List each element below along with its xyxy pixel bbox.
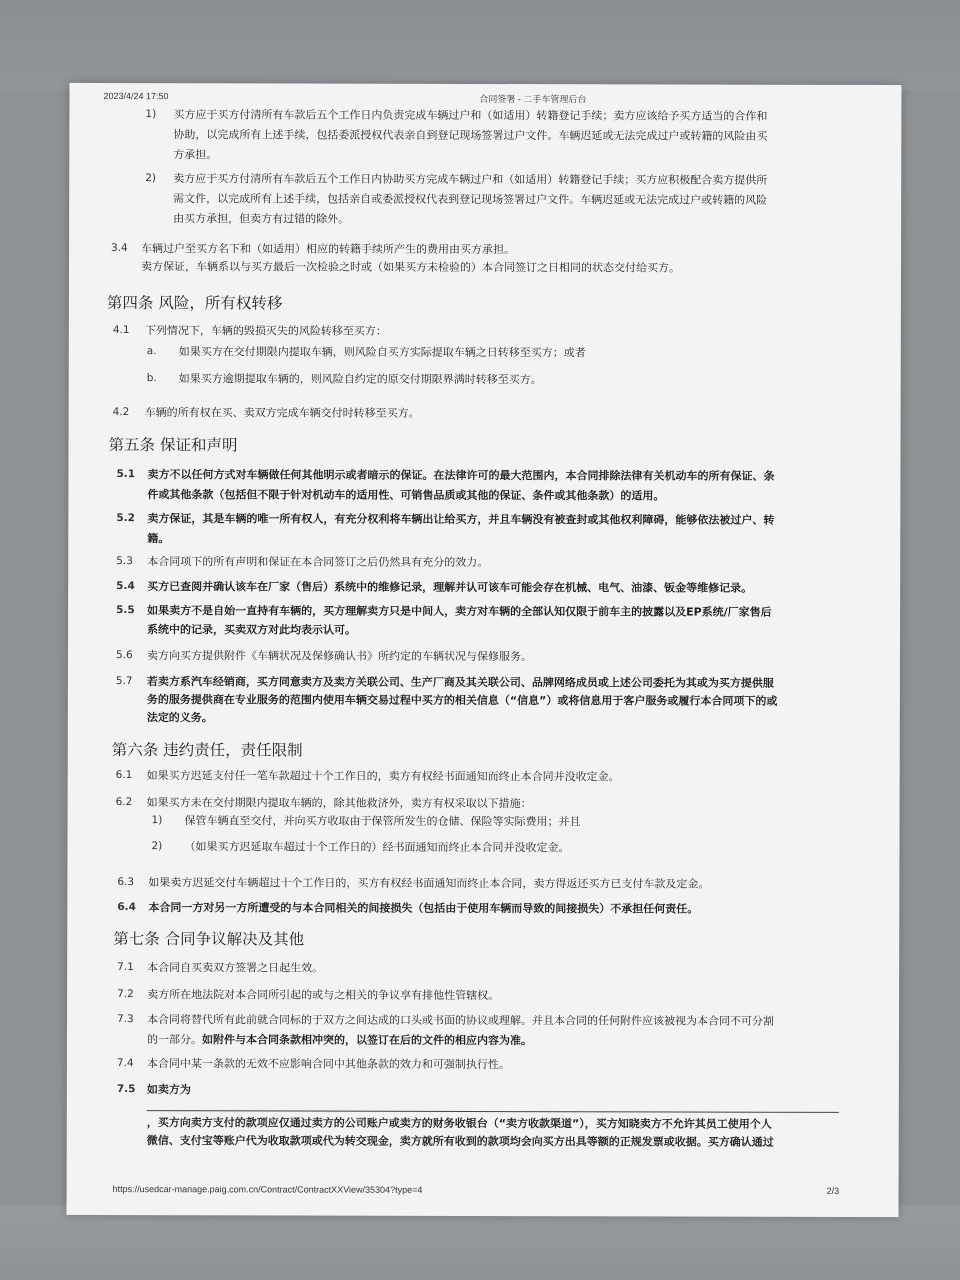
clause-5-5-number: 5.5 [116, 604, 135, 617]
item-1-line-3: 方承担。 [173, 148, 218, 162]
clause-7-3-line-2-plain: 的一部分。 [146, 1033, 202, 1047]
clause-5-4-text: 买方已查阅并确认该车在厂家（售后）系统中的维修记录，理解并认可该车可能会存在机械、电气、油漆、钣金等维修记录。 [147, 580, 753, 595]
clause-7-2-number: 7.2 [117, 988, 134, 1001]
clause-4-1-text: 下列情况下，车辆的毁损灭失的风险转移至买方： [144, 324, 387, 338]
clause-5-7-line-3: 法定的义务。 [146, 711, 213, 725]
clause-6-3-number: 6.3 [117, 876, 135, 889]
clause-5-4-number: 5.4 [116, 580, 135, 593]
clause-7-5-line-2: ，买方向卖方支付的款项应仅通过卖方的公司账户或卖方的财务收银台（“卖方收款渠道”），买方知晓卖方不允许其员工使用个人 [146, 1116, 772, 1131]
clause-7-2-text: 卖方所在地法院对本合同所引起的或与之相关的争议享有排他性管辖权。 [147, 988, 500, 1003]
clause-6-2-2-number: 2) [151, 840, 163, 853]
clause-3-4-number: 3.4 [111, 242, 128, 255]
clause-5-2-line-1: 卖方保证，其是车辆的唯一所有权人，有充分权利将车辆出让给买方，并且车辆没有被查封或其他权利障碍，能够依法被过户、转 [147, 512, 775, 527]
article-4-title: 第四条 风险，所有权转移 [106, 294, 283, 313]
item-1-number: 1) [145, 108, 157, 121]
clause-6-1-number: 6.1 [115, 769, 133, 782]
clause-5-2-line-2: 籍。 [147, 532, 170, 546]
clause-6-2-text: 如果买方未在交付期限内提取车辆的，除其他救济外，卖方有权采取以下措施： [146, 796, 532, 811]
print-title: 合同签署 - 二手车管理后台 [479, 93, 587, 105]
article-7-title: 第七条 合同争议解决及其他 [113, 930, 305, 949]
clause-5-7-line-1: 若卖方系汽车经销商，买方同意卖方及卖方关联公司、生产厂商及其关联公司、品牌网络成员或上述公司委托为其或为买方提供服 [146, 675, 774, 690]
contract-page [67, 83, 902, 1217]
clause-3-4-line-1: 车辆过户至买方名下和（如适用）相应的转籍手续所产生的费用由买方承担。 [141, 242, 516, 257]
clause-4-2-number: 4.2 [112, 406, 130, 419]
item-2-line-1: 卖方应于买方付清所有车款后五个工作日内协助买方完成车辆过户和（如适用）转籍登记手续；买方应积极配合卖方提供所 [173, 172, 768, 187]
clause-5-6-text: 卖方向买方提供附件《车辆状况及保修确认书》所约定的车辆状况与保修服务。 [146, 649, 532, 664]
clause-4-1-a-number: a. [146, 345, 157, 358]
clause-7-4-text: 本合同中某一条款的无效不应影响合同中其他条款的效力和可强制执行性。 [146, 1057, 510, 1072]
clause-6-2-1-text: 保管车辆直至交付，并向买方收取由于保管所发生的仓储、保险等实际费用；并且 [184, 814, 581, 829]
clause-7-5-number: 7.5 [116, 1083, 136, 1096]
clause-4-2-text: 车辆的所有权在买、卖双方完成车辆交付时转移至买方。 [144, 406, 420, 420]
clause-5-1-line-1: 卖方不以任何方式对车辆做任何其他明示或者暗示的保证。在法律许可的最大范围内，本合同排除法律有关机动车的所有保证、条 [147, 468, 775, 483]
clause-5-1-line-2: 件或其他条款（包括但不限于针对机动车的适用性、可销售品质或其他的保证、条件或其他条款）的适用。 [147, 488, 665, 503]
item-2-line-2: 需文件，以完成所有上述手续，包括亲自或委派授权代表到登记现场签署过户文件。车辆迟延或无法完成过户或转籍的风险 [173, 192, 768, 207]
clause-5-7-number: 5.7 [115, 675, 133, 688]
item-1-line-1: 买方应于买方付清所有车款后五个工作日内负责完成车辆过户和（如适用）转籍登记手续；卖方应该给予买方适当的合作和 [173, 108, 768, 123]
clause-7-1-text: 本合同自买卖双方签署之日起生效。 [147, 961, 324, 975]
clause-5-3-number: 5.3 [116, 555, 133, 568]
clause-7-3-number: 7.3 [117, 1013, 134, 1026]
clause-4-1-b-text: 如果买方逾期提取车辆的，则风险自约定的原交付期限界满时转移至买方。 [178, 372, 542, 387]
clause-5-6-number: 5.6 [115, 649, 133, 662]
item-2-line-3: 由买方承担，但卖方有过错的除外。 [173, 212, 350, 226]
clause-7-5-text: 如卖方为 [146, 1083, 191, 1097]
clause-3-4-line-2: 卖方保证，车辆系以与买方最后一次检验之时或（如果买方未检验的）本合同签订之日相同的状态交付给买方。 [140, 260, 681, 275]
clause-7-4-number: 7.4 [116, 1057, 134, 1070]
clause-7-5-line-3: 微信、支付宝等账户代为收取款项或代为转交现金，卖方就所有收到的款项均会向买方出具等额的正规发票或收据。买方确认通过 [146, 1134, 774, 1149]
article-5-title: 第五条 保证和声明 [108, 436, 238, 455]
clause-5-3-text: 本合同项下的所有声明和保证在本合同签订之后仍然具有充分的效力。 [147, 555, 489, 570]
clause-6-4-number: 6.4 [117, 901, 136, 914]
clause-5-2-number: 5.2 [116, 512, 135, 525]
item-1-line-2: 协助，以完成所有上述手续，包括委派授权代表亲自到登记现场签署过户文件。车辆迟延或无法完成过户或转籍的风险由买 [173, 128, 768, 143]
clause-6-2-2-text: （如果买方迟延取车超过十个工作日的）经书面通知而终止本合同并没收定金。 [184, 840, 570, 855]
clause-7-3-line-2 [147, 1030, 532, 1051]
clause-7-3-line-1: 本合同将替代所有此前就合同标的于双方之间达成的口头或书面的协议或理解。并且本合同的任何附件应该被视为本合同不可分割 [147, 1013, 775, 1028]
clause-7-1-number: 7.1 [117, 961, 134, 974]
clause-7-3-line-2-bold: 如附件与本合同条款相冲突的，以签订在后的文件的相应内容为准。 [201, 1033, 532, 1048]
clause-4-1-number: 4.1 [112, 324, 130, 337]
clause-5-5-line-2: 系统中的记录，买卖双方对此均表示认可。 [147, 623, 357, 637]
clause-4-1-b-number: b. [146, 372, 157, 385]
clause-6-3-text: 如果卖方迟延交付车辆超过十个工作日的，买方有权经书面通知而终止本合同，卖方得返还买方已支付车款及定金。 [148, 876, 710, 891]
footer-page-number: 2/3 [826, 1185, 840, 1196]
clause-4-1-a-text: 如果买方在交付期限内提取车辆，则风险自买方实际提取车辆之日转移至买方；或者 [178, 345, 586, 360]
article-6-title: 第六条 违约责任，责任限制 [111, 741, 303, 760]
clause-5-1-number: 5.1 [116, 468, 136, 481]
clause-5-7-line-2: 务的服务提供商在专业服务的范围内使用车辆交易过程中买方的相关信息（“信息”）或将信息用于客户服务或履行本合同项下的或 [146, 693, 778, 708]
background-top [0, 0, 960, 90]
clause-5-5-line-1: 如果卖方不是自始一直持有车辆的，买方理解卖方只是中间人，卖方对车辆的全部认知仅限于前车主的披露以及EP系统/厂家售后 [147, 604, 772, 619]
clause-6-1-text: 如果买方迟延支付任一笔车款超过十个工作日的，卖方有权经书面通知而终止本合同并没收定金。 [146, 769, 620, 784]
clause-6-4-text: 本合同一方对另一方所遭受的与本合同相关的间接损失（包括由于使用车辆而导致的间接损失）不承担任何责任。 [148, 901, 699, 916]
print-datetime: 2023/4/24 17:50 [103, 91, 169, 102]
item-2-number: 2) [145, 172, 157, 185]
clause-6-2-1-number: 1) [151, 814, 163, 827]
clause-6-2-number: 6.2 [115, 796, 133, 809]
footer-url: https://usedcar-manage.paig.com.cn/Contract/ContractXXView/35304?type=4 [112, 1184, 423, 1195]
